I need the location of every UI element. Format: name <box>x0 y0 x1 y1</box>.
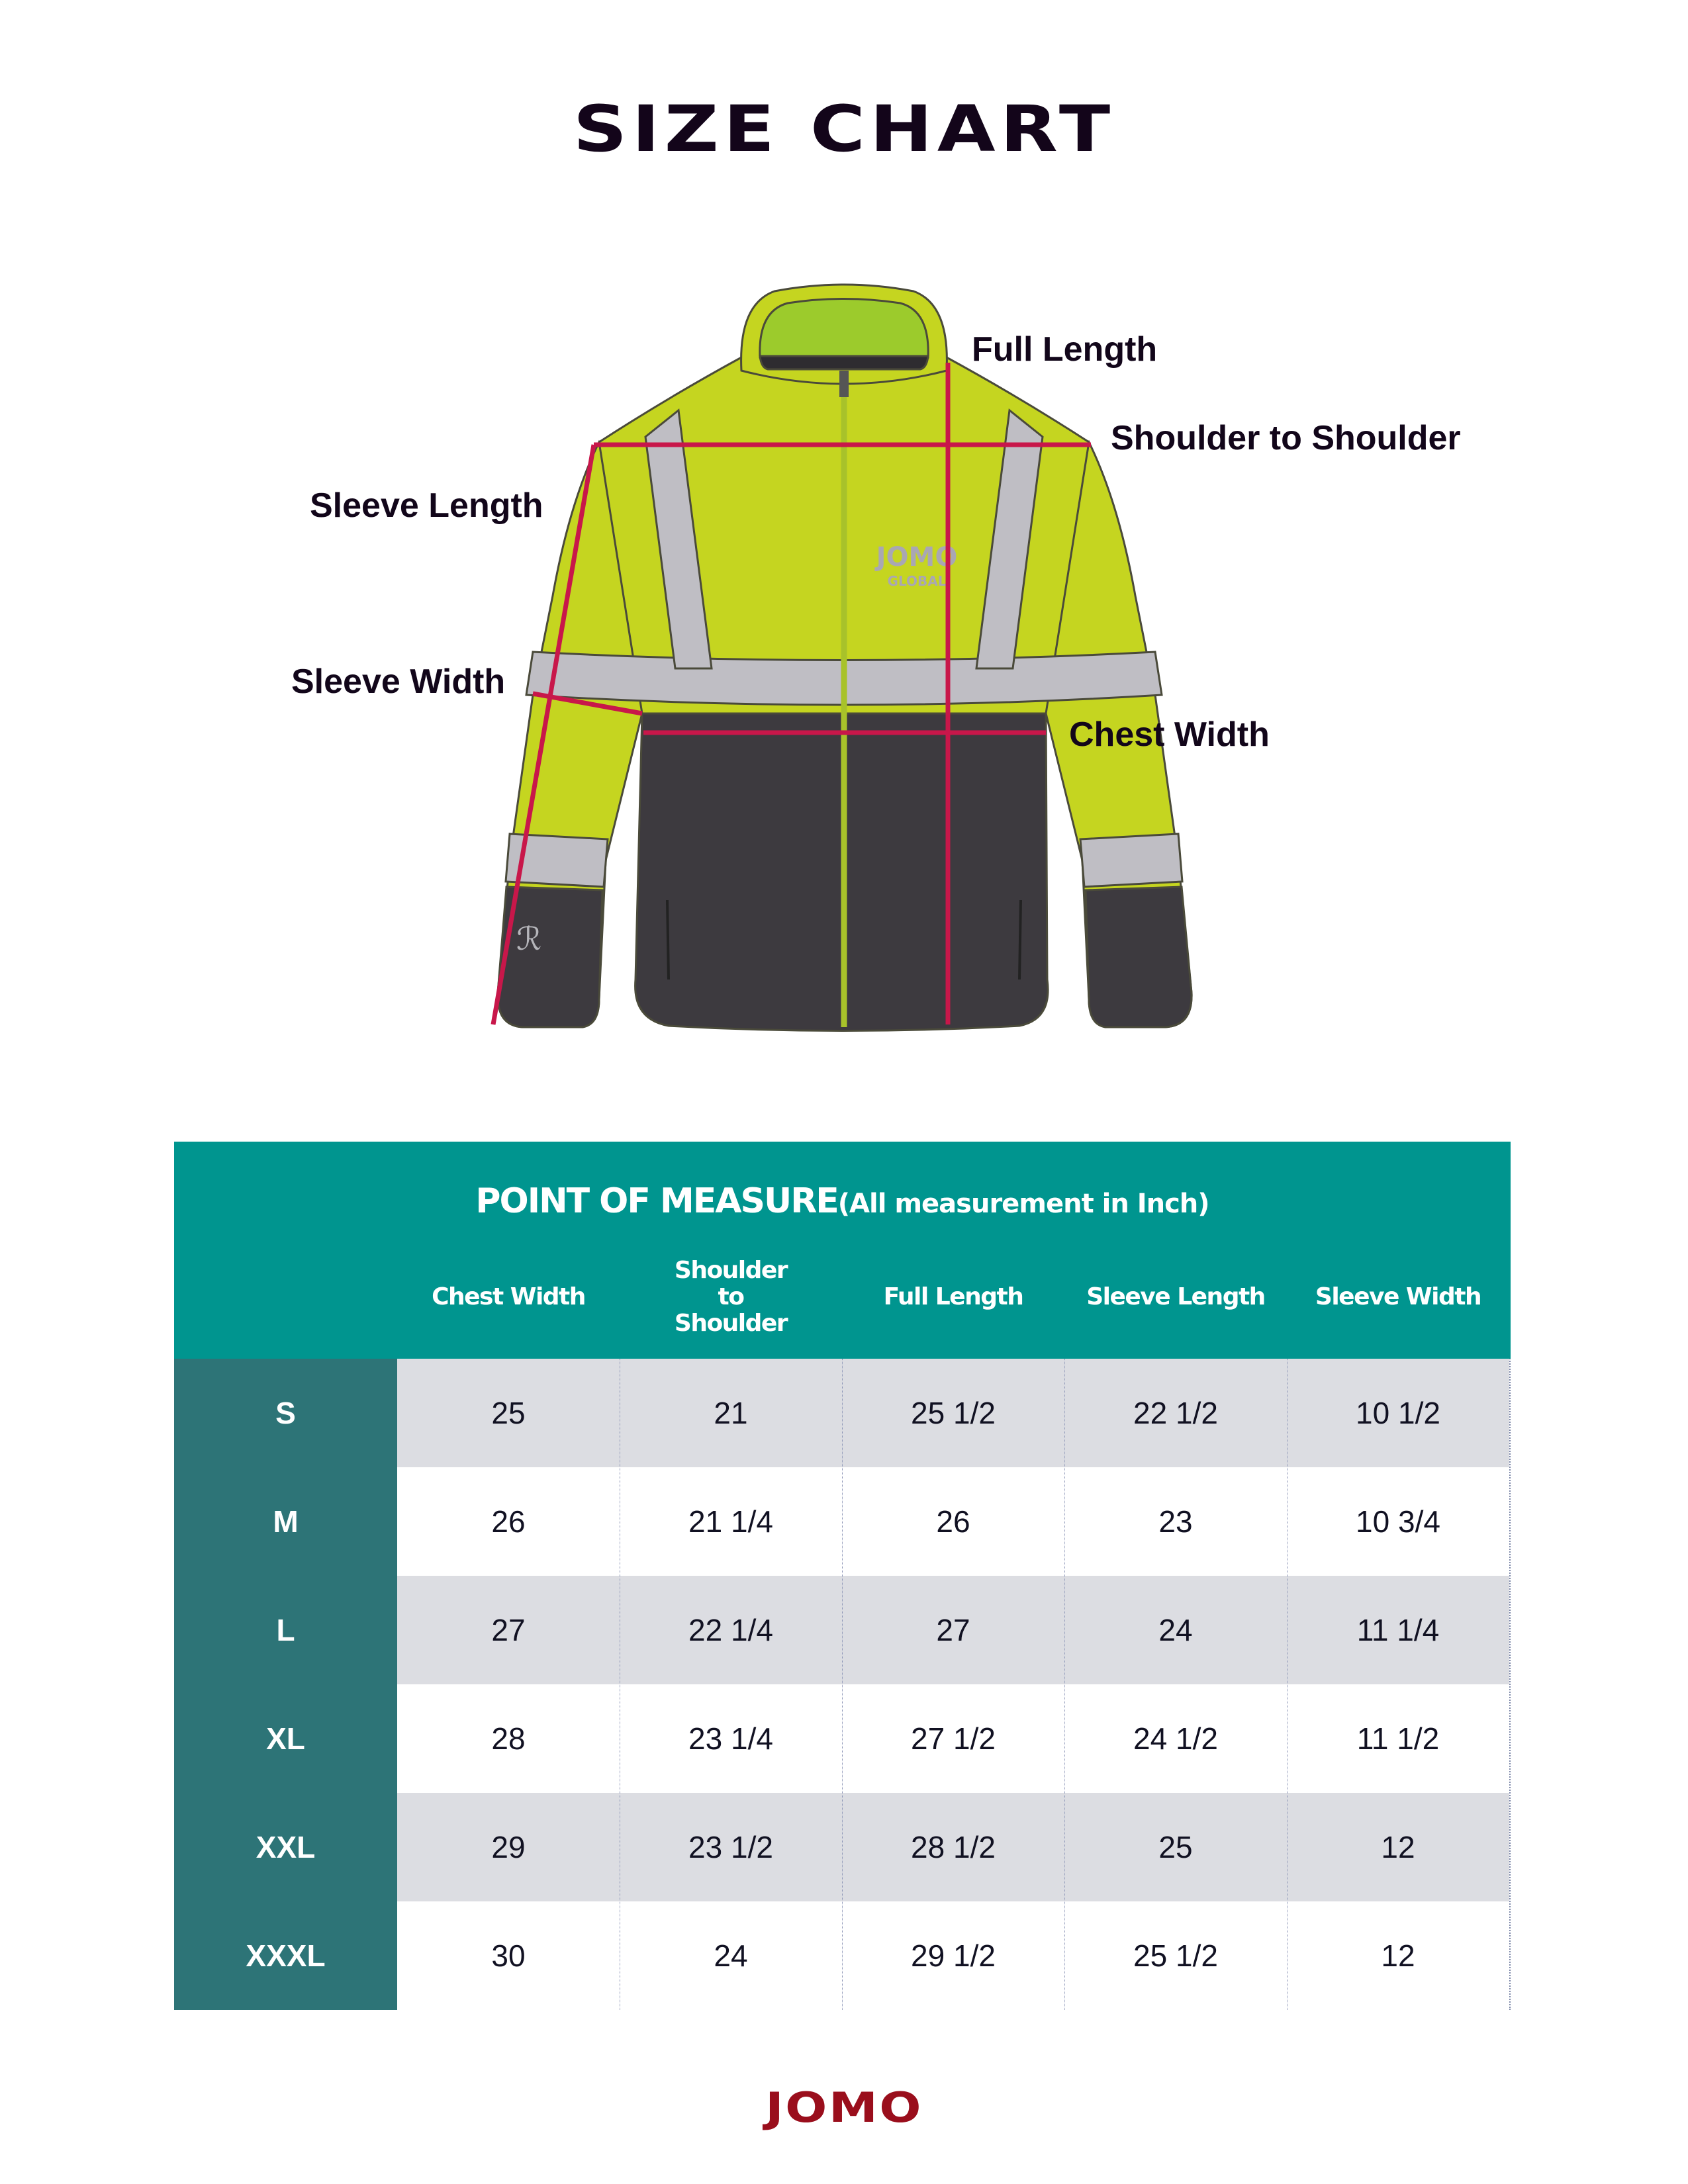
cell-chest-width: 26 <box>397 1467 620 1576</box>
cell-shoulder: 23 1/2 <box>620 1793 842 1901</box>
cell-sleeve-width: 12 <box>1287 1793 1509 1901</box>
cell-full-length: 25 1/2 <box>842 1359 1064 1467</box>
cell-sleeve-length: 23 <box>1064 1467 1287 1576</box>
label-full-length: Full Length <box>972 330 1158 369</box>
size-label: XXL <box>256 1830 316 1864</box>
size-label: S <box>275 1396 296 1430</box>
column-divider <box>842 1359 843 2010</box>
column-header-sleeve-width: Sleeve Width <box>1315 1283 1481 1310</box>
size-table <box>174 1142 1511 2010</box>
cell-chest-width: 27 <box>397 1576 620 1684</box>
cell-shoulder: 22 1/4 <box>620 1576 842 1684</box>
label-chest-width: Chest Width <box>1069 715 1270 754</box>
label-sleeve-width: Sleeve Width <box>291 662 506 701</box>
cell-full-length: 26 <box>842 1467 1064 1576</box>
cell-sleeve-length: 25 <box>1064 1793 1287 1901</box>
label-shoulder-to-shoulder: Shoulder to Shoulder <box>1111 419 1461 457</box>
svg-text:ℛ: ℛ <box>516 921 542 958</box>
cell-chest-width: 25 <box>397 1359 620 1467</box>
cell-sleeve-width: 10 3/4 <box>1287 1467 1509 1576</box>
cell-chest-width: 29 <box>397 1793 620 1901</box>
cell-sleeve-width: 11 1/2 <box>1287 1684 1509 1793</box>
cell-sleeve-length: 24 <box>1064 1576 1287 1684</box>
cell-full-length: 27 1/2 <box>842 1684 1064 1793</box>
cell-chest-width: 30 <box>397 1901 620 2010</box>
cell-sleeve-length: 25 1/2 <box>1064 1901 1287 2010</box>
cell-shoulder: 23 1/4 <box>620 1684 842 1793</box>
table-title <box>174 1181 1511 1221</box>
cell-sleeve-length: 22 1/2 <box>1064 1359 1287 1467</box>
cell-sleeve-width: 11 1/4 <box>1287 1576 1509 1684</box>
brand-logo: JOMO <box>765 2083 923 2132</box>
cell-chest-width: 28 <box>397 1684 620 1793</box>
column-header-chest-width: Chest Width <box>432 1283 585 1310</box>
cell-full-length: 28 1/2 <box>842 1793 1064 1901</box>
column-header-sleeve-length: Sleeve Length <box>1086 1283 1265 1310</box>
column-divider <box>1064 1359 1065 2010</box>
size-label: L <box>276 1613 295 1647</box>
cell-full-length: 27 <box>842 1576 1064 1684</box>
cell-shoulder: 21 <box>620 1359 842 1467</box>
size-label: XXXL <box>246 1938 326 1973</box>
cell-full-length: 29 1/2 <box>842 1901 1064 2010</box>
size-label: XL <box>266 1721 305 1756</box>
table-title-main: POINT OF MEASURE <box>475 1181 838 1221</box>
cell-shoulder: 21 1/4 <box>620 1467 842 1576</box>
table-title-unit: (All measurement in Inch) <box>837 1189 1209 1219</box>
cell-sleeve-width: 10 1/2 <box>1287 1359 1509 1467</box>
page-title: SIZE CHART <box>573 92 1115 166</box>
jacket-watermark: JOMO <box>876 542 958 572</box>
svg-text:GLOBAL: GLOBAL <box>887 573 947 589</box>
size-label: M <box>273 1504 299 1539</box>
cell-shoulder: 24 <box>620 1901 842 2010</box>
column-divider <box>1287 1359 1288 2010</box>
column-header-full-length: Full Length <box>883 1283 1023 1310</box>
table-header <box>174 1142 1511 1359</box>
cell-sleeve-length: 24 1/2 <box>1064 1684 1287 1793</box>
label-sleeve-length: Sleeve Length <box>310 486 543 525</box>
cell-sleeve-width: 12 <box>1287 1901 1509 2010</box>
column-header-shoulder: Shoulder to Shoulder <box>674 1257 788 1337</box>
